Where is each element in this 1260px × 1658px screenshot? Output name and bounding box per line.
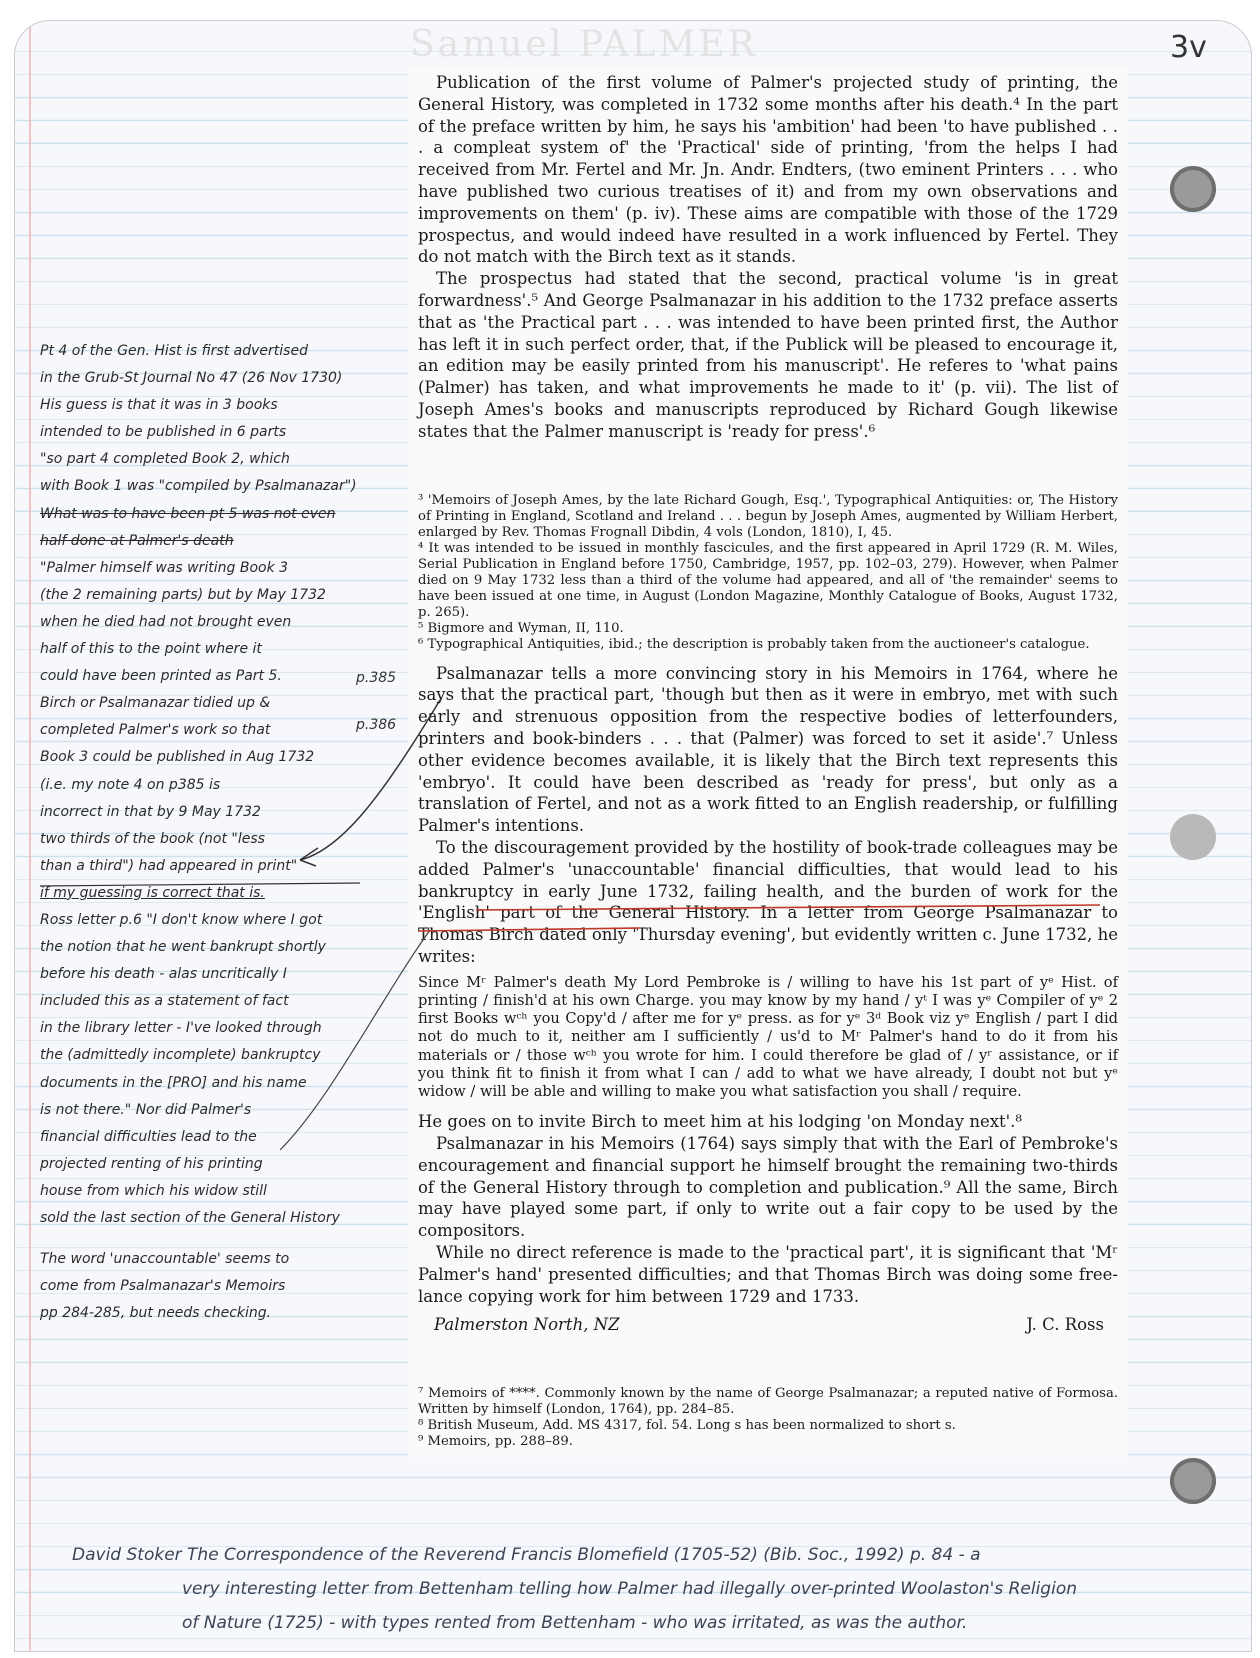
pen-underline	[40, 883, 360, 886]
paragraph: Psalmanazar tells a more convincing story in his Memoirs in 1764, where he says that the practical part, 'though but then as it were in embryo, met with such early and strenuous opposition from the respective bodies of letterfounders, printers and book-binders . . . that (Palmer) was forced to set it aside'.⁷ Unless other evidence becomes available, it is likely that the Birch text represents this 'embryo'. It could have been described as 'ready for press', but only as a translation of Fertel, and not as a work fitted to an English readership, or fulfilling Palmer's intentions.	[418, 663, 1118, 836]
note-line: intended to be published in 6 parts	[40, 424, 287, 441]
footnote: ³ 'Memoirs of Joseph Ames, by the late Richard Gough, Esq.', Typographical Antiquities: or, The History of Printing in England, Scotland and Ireland . . . begun by Joseph Ames, augmented by William Herbert, enlarged by Rev. Thomas Frognall Dibdin, 4 vols (London, 1810), I, 45.	[418, 492, 1118, 540]
signature-name: J. C. Ross	[1026, 1315, 1104, 1335]
paragraph: While no direct reference is made to the 'practical part', it is significant that 'Mʳ Palmer's hand' presented difficulties; and that Thomas Birch was doing some free-lance copying work for him between 1729 and 1733.	[418, 1242, 1118, 1306]
note-line: could have been printed as Part 5.	[40, 668, 282, 685]
note-line: incorrect in that by 9 May 1732	[40, 803, 261, 820]
paragraph: Psalmanazar in his Memoirs (1764) says simply that with the Earl of Pembroke's encouragement and financial support he himself brought the remaining two-thirds of the General History through to completion and publication.⁹ All the same, Birch may have played some part, if only to write out a fair copy to be used by the compositors.	[418, 1133, 1118, 1241]
note-line: in the library letter - I've looked through	[40, 1020, 322, 1037]
note-line-struck: half done at Palmer's death	[40, 532, 234, 549]
note-line: the (admittedly incomplete) bankruptcy	[40, 1047, 321, 1064]
note-line: come from Psalmanazar's Memoirs	[40, 1278, 286, 1295]
note-line: pp 284-285, but needs checking.	[40, 1305, 272, 1322]
arrow-line	[300, 700, 440, 860]
note-line: house from which his widow still	[40, 1182, 267, 1199]
note-line: before his death - alas uncritically I	[40, 966, 287, 983]
note-line: The word 'unaccountable' seems to	[40, 1251, 290, 1268]
note-line: Ross letter p.6 "I don't know where I got	[40, 911, 323, 928]
signature-place: Palmerston North, NZ	[434, 1315, 620, 1335]
paragraph: Publication of the first volume of Palmer's projected study of printing, the General History, was completed in 1732 some months after his death.⁴ In the part of the preface written by him, he says his 'ambition' had been 'to have published . . . a compleat system of' the 'Practical' side of printing, 'from the helps I had received from Mr. Fertel and Mr. Jn. Andr. Endters, (two eminent Printers . . . who have published two curious treatises of it) and from my own observations and improvements on them' (p. iv). These aims are compatible with those of the 1729 prospectus, and would indeed have resulted in a work influenced by Fertel. They do not match with the Birch text as it stands.	[418, 73, 1118, 267]
paragraph: To the discouragement provided by the hostility of book-trade colleagues may be added Palmer's 'unaccountable' financial difficulties, that would lead to his bankruptcy in early June 1732, failing health, and the burden of work for the 'English' part of the General History. In a letter from George Psalmanazar to Thomas Birch dated only 'Thursday evening', but evidently written c. June 1732, he writes:	[418, 837, 1118, 966]
note-line: (i.e. my note 4 on p385 is	[40, 776, 221, 793]
note-line: with Book 1 was "compiled by Psalmanazar")	[40, 478, 357, 495]
footnote: ⁹ Memoirs, pp. 288–89.	[418, 1434, 573, 1450]
note-line: of Nature (1725) - with types rented from Bettenham - who was irritated, as was the author.	[182, 1613, 968, 1633]
page-number: 3v	[1170, 30, 1207, 65]
footnote: ⁵ Bigmore and Wyman, II, 110.	[418, 620, 624, 636]
page-ref-386: p.386	[356, 717, 397, 733]
note-line: David Stoker The Correspondence of the Reverend Francis Blomefield (1705-52) (Bib. Soc., 1992) p. 84 - a	[72, 1545, 981, 1565]
note-line: sold the last section of the General History	[40, 1210, 340, 1226]
note-line: if my guessing is correct that is.	[40, 884, 265, 901]
red-underline	[476, 905, 1100, 910]
note-line: included this as a statement of fact	[40, 993, 289, 1010]
footnote: ⁸ British Museum, Add. MS 4317, fol. 54. Long s has been normalized to short s.	[418, 1418, 956, 1434]
show-through-text: Samuel PALMER	[410, 24, 758, 65]
note-line: "so part 4 completed Book 2, which	[40, 451, 290, 468]
note-line: projected renting of his printing	[40, 1155, 263, 1172]
note-line: documents in the [PRO] and his name	[40, 1074, 307, 1091]
note-line: completed Palmer's work so that	[40, 722, 271, 739]
note-line: (the 2 remaining parts) but by May 1732	[40, 586, 326, 603]
paragraph: He goes on to invite Birch to meet him at his lodging 'on Monday next'.⁸	[418, 1112, 1023, 1132]
note-line: Pt 4 of the Gen. Hist is first advertised	[40, 343, 308, 359]
page-ref-385: p.385	[356, 670, 397, 686]
red-underline	[418, 928, 640, 931]
note-line: very interesting letter from Bettenham telling how Palmer had illegally over-printed Woolaston's Religion	[182, 1579, 1077, 1599]
footnote: ⁴ It was intended to be issued in monthly fascicules, and the first appeared in April 1729 (R. M. Wiles, Serial Publication in England before 1750, Cambridge, 1957, pp. 102–03, 279). However, when Palmer died on 9 May 1732 less than a third of the volume had appeared, and all of 'the remainder' seems to have been issued at one time, in August (London Magazine, Monthly Catalogue of Books, August 1732, p. 265).	[418, 540, 1118, 620]
footnote: ⁷ Memoirs of ****. Commonly known by the name of George Psalmanazar; a reputed native of Formosa. Written by himself (London, 1764), pp. 284–85.	[418, 1386, 1118, 1418]
connector-line	[280, 930, 430, 1150]
note-line: is not there." Nor did Palmer's	[40, 1101, 252, 1118]
note-line: when he died had not brought even	[40, 613, 292, 630]
paragraph: The prospectus had stated that the second, practical volume 'is in great forwardness'.⁵ And George Psalmanazar in his addition to the 1732 preface asserts that as 'the Practical part . . . was intended to have been printed first, the Author has left it in such perfect order, that, if the Publick will be pleased to encourage it, an edition may be easily printed from his manuscript'. He referes to 'what pains (Palmer) has taken, and what improvements he made to it' (p. vii). The list of Joseph Ames's books and manuscripts reproduced by Richard Gough likewise states that the Palmer manuscript is 'ready for press'.⁶	[418, 269, 1118, 441]
bottom-note	[72, 1538, 1077, 1640]
note-line: Birch or Psalmanazar tidied up &	[40, 695, 271, 712]
note-line: Book 3 could be published in Aug 1732	[40, 749, 315, 766]
note-line: financial difficulties lead to the	[40, 1128, 257, 1145]
note-line: "Palmer himself was writing Book 3	[40, 559, 289, 576]
note-line: two thirds of the book (not "less	[40, 830, 265, 847]
note-line: His guess is that it was in 3 books	[40, 397, 278, 414]
block-quote: Since Mʳ Palmer's death My Lord Pembroke is / willing to have his 1st part of yᵉ Hist. of printing / finish'd at his own Charge. you may know by my hand / yᵗ I was yᵉ Compiler of yᵉ 2 first Books wᶜʰ you Copy'd / after me for yᵉ press. as for yᵉ 3ᵈ Book viz yᵉ English / part I did not do much to it, neither am I sufficiently / us'd to Mʳ Palmer's hand to do it from his materials or / those wᶜʰ you wrote for him. I could therefore be glad of / yʳ assistance, or if you think fit to finish it from what I can / add to what we have already, I doubt not but yᵉ widow / will be able and willing to make you what satisfaction you shall / require.	[418, 973, 1118, 1100]
note-line: than a third") had appeared in print"	[40, 857, 298, 874]
note-line: the notion that he went bankrupt shortly	[40, 939, 326, 956]
note-line: half of this to the point where it	[40, 641, 262, 658]
note-line: in the Grub-St Journal No 47 (26 Nov 1730)	[40, 370, 343, 387]
note-line-struck: What was to have been pt 5 was not even	[40, 505, 336, 522]
footnote: ⁶ Typographical Antiquities, ibid.; the description is probably taken from the auctioneer's catalogue.	[418, 636, 1090, 652]
